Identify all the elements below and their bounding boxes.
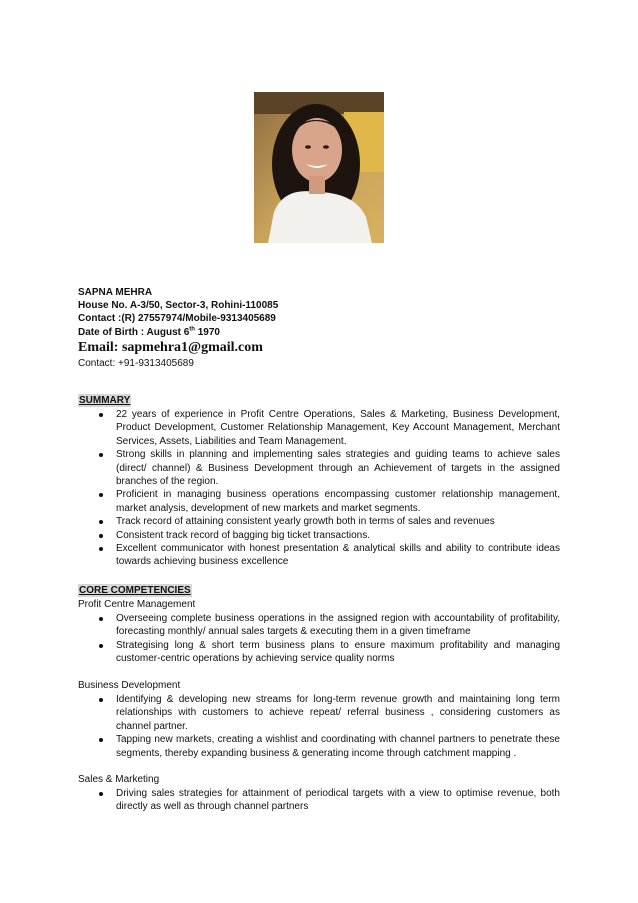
contact-mobile: Contact: +91-9313405689	[78, 357, 194, 369]
date-of-birth	[78, 326, 278, 339]
bullet-icon	[99, 493, 103, 497]
dob-prefix: Date of Birth : August 6	[78, 326, 190, 338]
bullet-icon	[99, 547, 103, 551]
business-development-list	[78, 693, 560, 760]
bullet-icon	[99, 520, 103, 524]
bullet-icon	[99, 453, 103, 457]
list-item: Consistent track record of bagging big ticket transactions.	[78, 529, 560, 542]
profile-photo	[254, 92, 384, 243]
list-item: Overseeing complete business operations in the assigned region with accountability of profitability, forecasting monthly/ annual sales targets & executing them in a given timeframe	[78, 612, 560, 639]
list-item: Driving sales strategies for attainment of periodical targets with a view to optimise revenue, both directly as well as through channel partners	[78, 787, 560, 814]
dob-year: 1970	[197, 326, 220, 338]
bullet-icon	[99, 792, 103, 796]
dob-suffix: th	[189, 326, 195, 333]
bullet-icon	[99, 738, 103, 742]
list-item: 22 years of experience in Profit Centre Operations, Sales & Marketing, Business Development, Product Development, Customer Relationship Management, Key Account Management, Merchant Services, Assets, Liabilities and Team Management.	[78, 408, 560, 448]
phone-contact: Contact :(R) 27557974/Mobile-9313405689	[78, 313, 276, 325]
list-item: Identifying & developing new streams for long-term revenue growth and maintaining long term relationships with customers to achieve repeat/ referral business , considering customers as channel partner.	[78, 693, 560, 733]
group-title-sales-marketing: Sales & Marketing	[78, 774, 160, 785]
profit-centre-list	[78, 612, 560, 666]
bullet-icon	[99, 644, 103, 648]
contact-block	[78, 286, 278, 370]
list-item: Excellent communicator with honest presentation & analytical skills and ability to contribute ideas towards achieving business excellence	[78, 542, 560, 569]
bullet-icon	[99, 698, 103, 702]
list-item: Strategising long & short term business plans to ensure maximum profitability and managing customer-centric operations by achieving service quality norms	[78, 639, 560, 666]
list-item: Tapping new markets, creating a wishlist and coordinating with channel partners to penetrate these segments, thereby expanding business & generating income through catchment mapping .	[78, 733, 560, 760]
sales-marketing-list	[78, 787, 560, 814]
bullet-icon	[99, 534, 103, 538]
summary-list	[78, 408, 560, 569]
list-item: Proficient in managing business operations encompassing customer relationship management, market analysis, development of new markets and market segments.	[78, 488, 560, 515]
email: Email: sapmehra1@gmail.com	[78, 339, 263, 355]
address: House No. A-3/50, Sector-3, Rohini-110085	[78, 300, 279, 312]
bullet-icon	[99, 617, 103, 621]
list-item: Track record of attaining consistent yearly growth both in terms of sales and revenues	[78, 515, 560, 528]
candidate-name: SAPNA MEHRA	[78, 287, 153, 298]
summary-heading: SUMMARY	[79, 395, 131, 406]
list-item: Strong skills in planning and implementing sales strategies and guiding teams to achieve sales (direct/ channel) & Business Development through an Achievement of targets in the assigned branches of the region.	[78, 448, 560, 488]
group-title-profit-centre: Profit Centre Management	[78, 599, 196, 610]
core-competencies-heading: CORE COMPETENCIES	[79, 585, 191, 596]
group-title-business-development: Business Development	[78, 680, 181, 691]
bullet-icon	[99, 413, 103, 417]
